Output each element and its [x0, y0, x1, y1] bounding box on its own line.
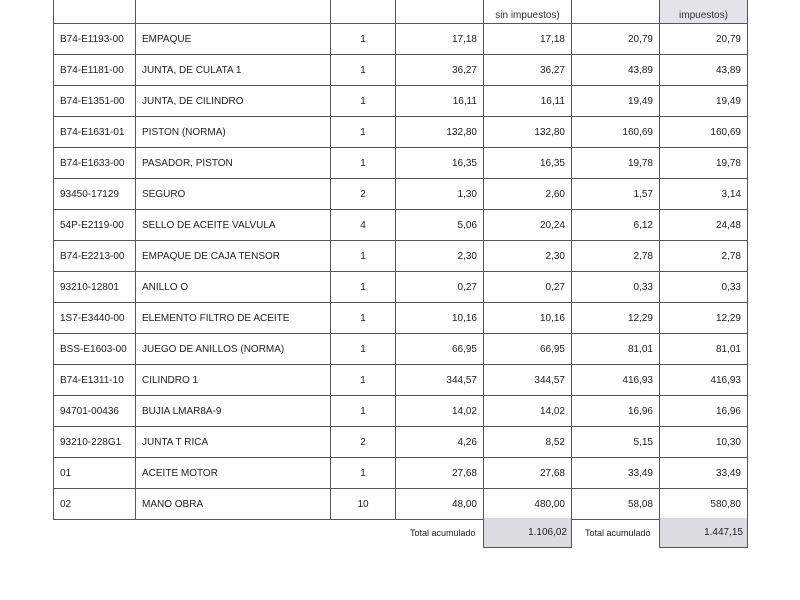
- item-quantity: 1: [331, 458, 396, 489]
- item-description: JUNTA T RICA: [136, 427, 331, 458]
- item-unit-price-tax: 19,49: [572, 86, 660, 117]
- totals-bar: [0, 518, 800, 550]
- item-code: 1S7-E3440-00: [54, 303, 136, 334]
- item-unit-price-tax: 2,78: [572, 241, 660, 272]
- item-quantity: 2: [331, 179, 396, 210]
- table-row: [54, 365, 748, 396]
- item-code: BSS-E1603-00: [54, 334, 136, 365]
- item-code: B74-E1311-10: [54, 365, 136, 396]
- total-tax-value: 1.447,15: [659, 518, 748, 548]
- item-subtotal-tax: 16,96: [660, 396, 748, 427]
- item-unit-price-tax: 81,01: [572, 334, 660, 365]
- item-unit-price-tax: 6,12: [572, 210, 660, 241]
- item-subtotal-net: 132,80: [484, 117, 572, 148]
- item-subtotal-net: 0,27: [484, 272, 572, 303]
- item-code: 93210-228G1: [54, 427, 136, 458]
- table-row: [54, 272, 748, 303]
- item-code: B74-E1193-00: [54, 24, 136, 55]
- item-unit-price-tax: 416,93: [572, 365, 660, 396]
- table-header-row: [54, 0, 748, 24]
- item-description: ANILLO O: [136, 272, 331, 303]
- item-subtotal-net: 10,16: [484, 303, 572, 334]
- item-description: EMPAQUE DE CAJA TENSOR: [136, 241, 331, 272]
- item-subtotal-tax: 2,78: [660, 241, 748, 272]
- header-unit-price-tax: [572, 0, 660, 24]
- item-quantity: 1: [331, 303, 396, 334]
- item-subtotal-tax: 10,30: [660, 427, 748, 458]
- item-unit-price-tax: 160,69: [572, 117, 660, 148]
- item-description: JUNTA, DE CULATA 1: [136, 55, 331, 86]
- item-quantity: 1: [331, 117, 396, 148]
- item-unit-price: 16,35: [396, 148, 484, 179]
- item-description: ELEMENTO FILTRO DE ACEITE: [136, 303, 331, 334]
- item-code: 93210-12801: [54, 272, 136, 303]
- item-unit-price: 14,02: [396, 396, 484, 427]
- item-subtotal-net: 344,57: [484, 365, 572, 396]
- table-row: [54, 117, 748, 148]
- table-row: [54, 427, 748, 458]
- item-subtotal-tax: 43,89: [660, 55, 748, 86]
- item-quantity: 1: [331, 272, 396, 303]
- item-description: CILINDRO 1: [136, 365, 331, 396]
- item-unit-price-tax: 43,89: [572, 55, 660, 86]
- item-quantity: 1: [331, 241, 396, 272]
- item-unit-price: 48,00: [396, 489, 484, 520]
- item-description: JUNTA, DE CILINDRO: [136, 86, 331, 117]
- item-quantity: 1: [331, 24, 396, 55]
- item-subtotal-tax: 19,49: [660, 86, 748, 117]
- table-row: [54, 489, 748, 520]
- item-unit-price: 66,95: [396, 334, 484, 365]
- item-unit-price: 27,68: [396, 458, 484, 489]
- item-unit-price: 5,06: [396, 210, 484, 241]
- item-unit-price: 344,57: [396, 365, 484, 396]
- item-quantity: 1: [331, 365, 396, 396]
- item-code: 93450-17129: [54, 179, 136, 210]
- item-description: PISTON (NORMA): [136, 117, 331, 148]
- item-description: MANO OBRA: [136, 489, 331, 520]
- item-subtotal-tax: 24,48: [660, 210, 748, 241]
- item-subtotal-tax: 0,33: [660, 272, 748, 303]
- item-subtotal-tax: 19,78: [660, 148, 748, 179]
- table-row: [54, 458, 748, 489]
- table-row: [54, 241, 748, 272]
- item-unit-price-tax: 19,78: [572, 148, 660, 179]
- item-subtotal-tax: 3,14: [660, 179, 748, 210]
- item-quantity: 4: [331, 210, 396, 241]
- header-code: [54, 0, 136, 24]
- item-subtotal-tax: 20,79: [660, 24, 748, 55]
- item-unit-price: 17,18: [396, 24, 484, 55]
- table-row: [54, 179, 748, 210]
- item-unit-price: 1,30: [396, 179, 484, 210]
- item-subtotal-net: 27,68: [484, 458, 572, 489]
- table-row: [54, 24, 748, 55]
- item-description: JUEGO DE ANILLOS (NORMA): [136, 334, 331, 365]
- item-unit-price-tax: 33,49: [572, 458, 660, 489]
- item-subtotal-net: 16,35: [484, 148, 572, 179]
- item-quantity: 1: [331, 334, 396, 365]
- item-unit-price: 0,27: [396, 272, 484, 303]
- header-subtotal-net: sin impuestos): [484, 0, 572, 24]
- item-subtotal-tax: 160,69: [660, 117, 748, 148]
- item-unit-price: 4,26: [396, 427, 484, 458]
- item-description: EMPAQUE: [136, 24, 331, 55]
- item-quantity: 1: [331, 86, 396, 117]
- item-unit-price: 10,16: [396, 303, 484, 334]
- header-description: [136, 0, 331, 24]
- table-row: [54, 303, 748, 334]
- header-subtotal-tax: impuestos): [660, 0, 748, 24]
- table-body: [54, 24, 748, 520]
- item-subtotal-net: 480,00: [484, 489, 572, 520]
- item-code: B74-E1631-01: [54, 117, 136, 148]
- table-row: [54, 148, 748, 179]
- item-subtotal-net: 17,18: [484, 24, 572, 55]
- item-subtotal-tax: 580,80: [660, 489, 748, 520]
- item-description: BUJIA LMAR8A-9: [136, 396, 331, 427]
- table-row: [54, 210, 748, 241]
- header-quantity: [331, 0, 396, 24]
- item-subtotal-tax: 33,49: [660, 458, 748, 489]
- header-unit-price: [396, 0, 484, 24]
- item-unit-price: 132,80: [396, 117, 484, 148]
- item-subtotal-net: 2,60: [484, 179, 572, 210]
- item-unit-price-tax: 5,15: [572, 427, 660, 458]
- item-subtotal-net: 14,02: [484, 396, 572, 427]
- item-subtotal-net: 66,95: [484, 334, 572, 365]
- item-subtotal-net: 2,30: [484, 241, 572, 272]
- item-quantity: 1: [331, 148, 396, 179]
- item-unit-price-tax: 16,96: [572, 396, 660, 427]
- table-row: [54, 86, 748, 117]
- item-subtotal-net: 20,24: [484, 210, 572, 241]
- item-description: SELLO DE ACEITE VALVULA: [136, 210, 331, 241]
- item-subtotal-tax: 81,01: [660, 334, 748, 365]
- item-code: 01: [54, 458, 136, 489]
- item-code: 94701-00436: [54, 396, 136, 427]
- total-net-value: 1.106,02: [483, 518, 572, 548]
- item-unit-price: 16,11: [396, 86, 484, 117]
- item-description: ACEITE MOTOR: [136, 458, 331, 489]
- item-code: B74-E1633-00: [54, 148, 136, 179]
- item-code: B74-E1181-00: [54, 55, 136, 86]
- item-subtotal-net: 8,52: [484, 427, 572, 458]
- table-row: [54, 334, 748, 365]
- table-row: [54, 396, 748, 427]
- item-unit-price-tax: 12,29: [572, 303, 660, 334]
- item-unit-price-tax: 20,79: [572, 24, 660, 55]
- item-subtotal-tax: 416,93: [660, 365, 748, 396]
- item-code: B74-E2213-00: [54, 241, 136, 272]
- item-unit-price-tax: 1,57: [572, 179, 660, 210]
- invoice-table: [53, 0, 748, 520]
- item-quantity: 1: [331, 55, 396, 86]
- item-unit-price: 2,30: [396, 241, 484, 272]
- table-row: [54, 55, 748, 86]
- item-unit-price-tax: 58,08: [572, 489, 660, 520]
- item-description: SEGURO: [136, 179, 331, 210]
- item-subtotal-tax: 12,29: [660, 303, 748, 334]
- item-code: B74-E1351-00: [54, 86, 136, 117]
- item-subtotal-net: 36,27: [484, 55, 572, 86]
- item-description: PASADOR, PISTON: [136, 148, 331, 179]
- item-unit-price: 36,27: [396, 55, 484, 86]
- item-unit-price-tax: 0,33: [572, 272, 660, 303]
- total-net-label: Total acumulado: [410, 528, 476, 538]
- item-subtotal-net: 16,11: [484, 86, 572, 117]
- item-code: 54P-E2119-00: [54, 210, 136, 241]
- item-quantity: 1: [331, 396, 396, 427]
- item-quantity: 10: [331, 489, 396, 520]
- total-tax-label: Total acumulado: [585, 528, 651, 538]
- item-code: 02: [54, 489, 136, 520]
- item-quantity: 2: [331, 427, 396, 458]
